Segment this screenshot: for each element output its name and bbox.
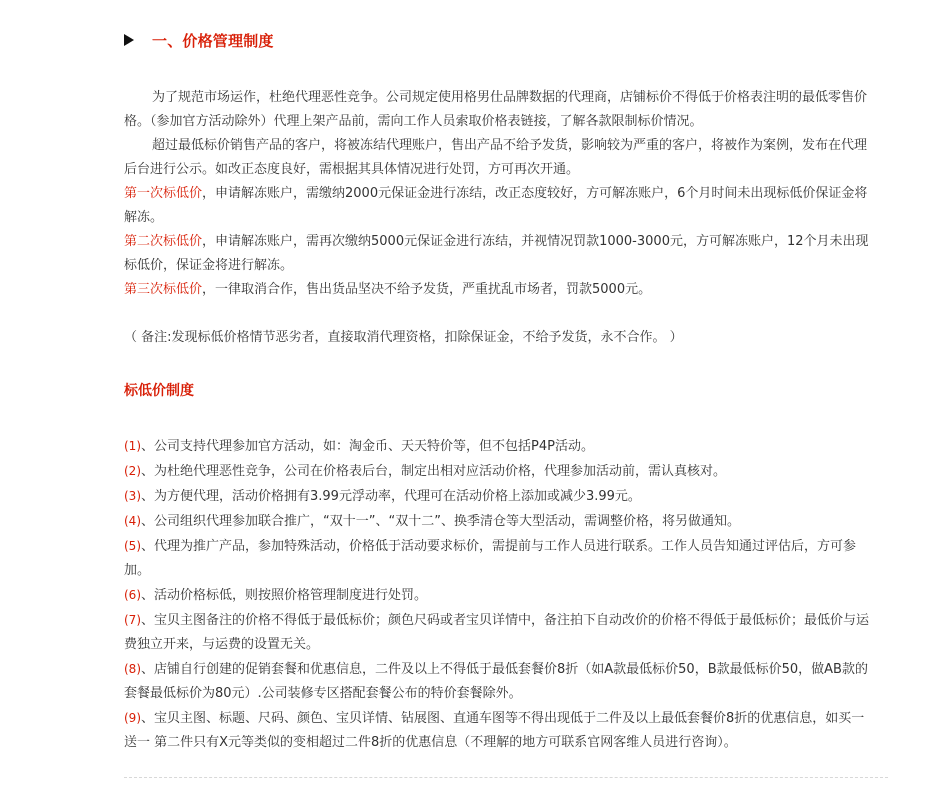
rule-number: (8) — [124, 662, 141, 676]
rule-text: 、公司支持代理参加官方活动，如：淘金币、天天特价等，但不包括P4P活动。 — [141, 439, 594, 454]
rule-number: (5) — [124, 539, 141, 553]
rule-text: 、代理为推广产品，参加特殊活动，价格低于活动要求标价，需提前与工作人员进行联系。工作人员告知通过评估后，方可参加。 — [124, 539, 857, 578]
intro-section — [124, 86, 876, 302]
penalty-second — [124, 230, 876, 278]
penalty-first — [124, 182, 876, 230]
policy-title: 标低价制度 — [124, 383, 194, 399]
penalty-third — [124, 278, 876, 302]
rule-number: (9) — [124, 711, 141, 725]
rule-number: (4) — [124, 514, 141, 528]
list-item — [124, 583, 876, 608]
list-item — [124, 706, 876, 755]
penalty-second-text: ，申请解冻账户，需再次缴纳5000元保证金进行冻结，并视情况罚款1000-3000元，方可解冻账户，12个月未出现标低价，保证金将进行解冻。 — [124, 234, 869, 273]
triangle-arrow-icon — [124, 34, 134, 46]
list-item — [124, 534, 876, 583]
intro-paragraph-2: 超过最低标价销售产品的客户，将被冻结代理账户，售出产品不给予发货，影响较为严重的客户，将被作为案例，发布在代理后台进行公示。如改正态度良好，需根据其具体情况进行处罚，方可再次开通。 — [124, 138, 868, 177]
penalty-third-text: ，一律取消合作，售出货品坚决不给予发货，严重扰乱市场者，罚款5000元。 — [202, 282, 652, 297]
rule-text: 、店铺自行创建的促销套餐和优惠信息，二件及以上不得低于最低套餐价8折（如A款最低标价50，B款最低标价50，做AB款的套餐最低标价为80元）.公司装修专区搭配套餐公布的特价套餐除外。 — [124, 662, 868, 701]
rule-number: (2) — [124, 464, 141, 478]
section-title: 一、价格管理制度 — [152, 31, 274, 50]
penalty-first-text: ，申请解冻账户，需缴纳2000元保证金进行冻结，改正态度较好，方可解冻账户，6个月时间未出现标低价保证金将解冻。 — [124, 186, 868, 225]
rule-text: 、为杜绝代理恶性竞争，公司在价格表后台，制定出相对应活动价格，代理参加活动前，需认真核对。 — [141, 464, 727, 479]
penalty-second-label: 第二次标低价 — [124, 234, 203, 249]
rule-number: (3) — [124, 489, 141, 503]
rule-text: 、活动价格标低，则按照价格管理制度进行处罚。 — [141, 588, 428, 603]
rule-text: 、宝贝主图、标题、尺码、颜色、宝贝详情、钻展图、直通车图等不得出现低于二件及以上最低套餐价8折的优惠信息，如买一送一 第二件只有X元等类似的变相超过二件8折的优惠信息（不理解的地方可联系官网客维人员进行咨询）。 — [124, 711, 865, 750]
list-item — [124, 509, 876, 534]
rule-number: (7) — [124, 613, 141, 627]
penalty-third-label: 第三次标低价 — [124, 282, 203, 297]
section-heading — [124, 28, 274, 52]
list-item — [124, 484, 876, 509]
penalty-first-label: 第一次标低价 — [124, 186, 203, 201]
rule-text: 、公司组织代理参加联合推广，“双十一”、“双十二”、换季清仓等大型活动，需调整价格，将另做通知。 — [141, 514, 740, 529]
list-item — [124, 434, 876, 459]
rule-number: (1) — [124, 439, 141, 453]
list-item — [124, 608, 876, 657]
policy-rules-list — [124, 434, 876, 755]
intro-paragraph-1: 为了规范市场运作，杜绝代理恶性竞争。公司规定使用格男仕品牌数据的代理商，店铺标价不得低于价格表注明的最低零售价格。（参加官方活动除外）代理上架产品前，需向工作人员索取价格表链接，了解各款限制标价情况。 — [124, 90, 868, 129]
rule-number: (6) — [124, 588, 141, 602]
rule-text: 、为方便代理，活动价格拥有3.99元浮动率，代理可在活动价格上添加或减少3.99元。 — [141, 489, 641, 504]
list-item — [124, 657, 876, 706]
bottom-divider — [124, 777, 888, 778]
list-item — [124, 459, 876, 484]
rule-text: 、宝贝主图备注的价格不得低于最低标价；颜色尺码或者宝贝详情中，备注拍下自动改价的价格不得低于最低标价；最低价与运费独立开来，与运费的设置无关。 — [124, 613, 870, 652]
remark-note: （ 备注:发现标低价格情节恶劣者，直接取消代理资格，扣除保证金，不给予发货，永不合作。 ） — [124, 330, 683, 345]
